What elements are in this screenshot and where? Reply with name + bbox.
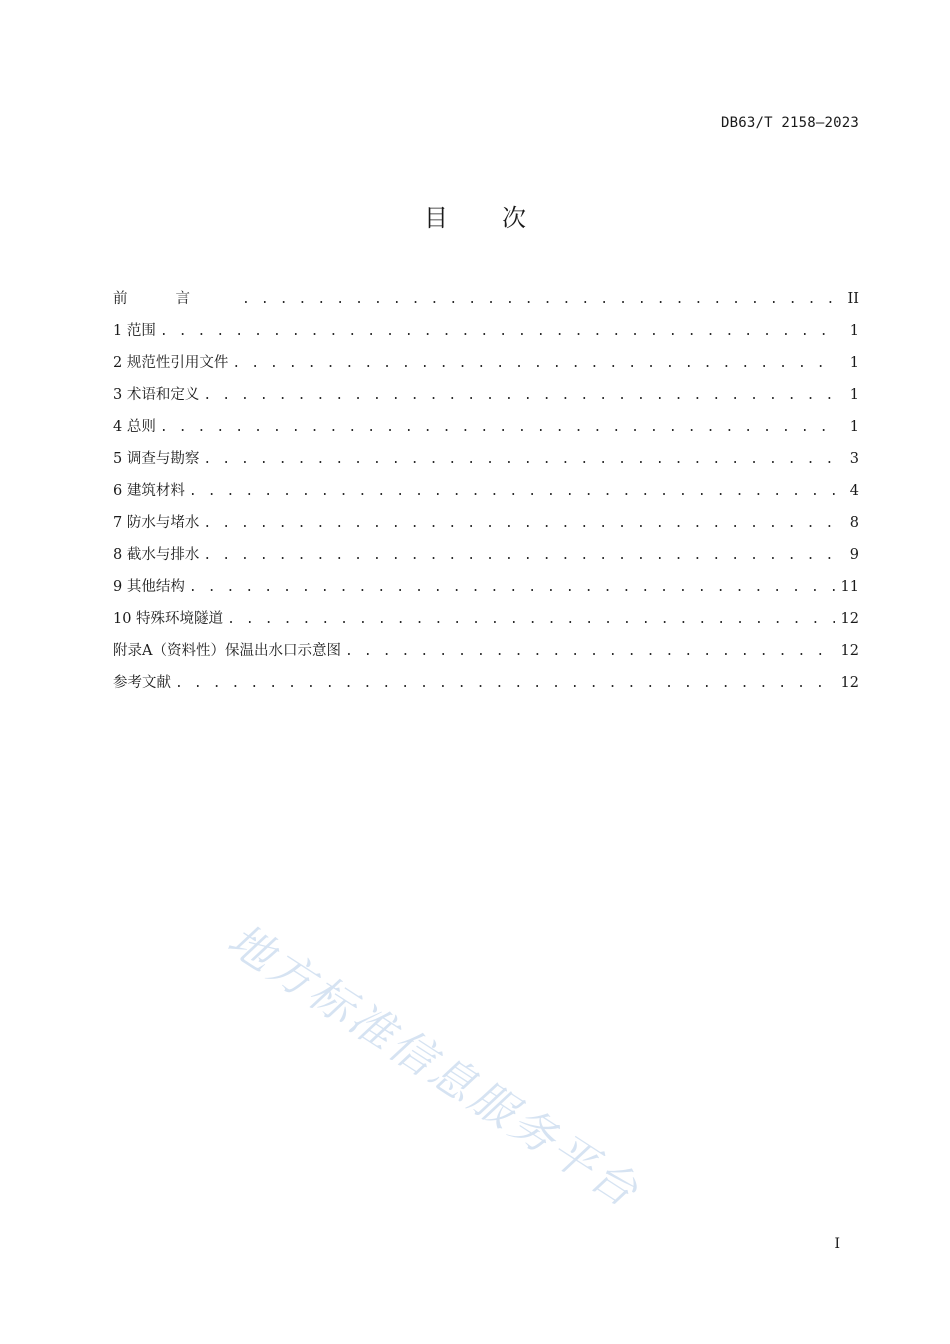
toc-leader-dots — [175, 670, 835, 698]
toc-leader-dots — [345, 638, 835, 666]
toc-entry-waterproofing[interactable] — [113, 509, 859, 541]
toc-entry-scope[interactable] — [113, 317, 859, 349]
toc-entry-drainage[interactable] — [113, 541, 859, 573]
toc-leader-dots — [203, 382, 835, 410]
toc-leader-dots — [203, 510, 835, 538]
table-of-contents — [113, 285, 859, 701]
toc-leader-dots — [203, 542, 835, 570]
toc-entry-foreword[interactable] — [113, 285, 859, 317]
toc-entry-page: 3 — [849, 451, 859, 467]
toc-entry-page: 8 — [849, 515, 859, 531]
toc-entry-special-tunnels[interactable] — [113, 605, 859, 637]
toc-entry-label: 2 规范性引用文件 — [113, 355, 229, 371]
toc-entry-label: 7 防水与堵水 — [113, 515, 200, 531]
toc-entry-other-structures[interactable] — [113, 573, 859, 605]
toc-entry-page: 1 — [849, 387, 859, 403]
document-code: DB63/T 2158—2023 — [720, 115, 859, 131]
toc-entry-label: 9 其他结构 — [113, 579, 185, 595]
toc-entry-page: 9 — [849, 547, 859, 563]
toc-entry-label: 5 调查与勘察 — [113, 451, 200, 467]
toc-entry-normative-references[interactable] — [113, 349, 859, 381]
watermark: 地方标准信息服务平台 — [218, 914, 649, 1219]
toc-entry-page: 4 — [849, 483, 859, 499]
toc-leader-dots — [203, 446, 835, 474]
toc-entry-label: 3 术语和定义 — [113, 387, 200, 403]
toc-entry-page: 1 — [849, 323, 859, 339]
toc-leader-dots — [242, 286, 835, 314]
toc-entry-label: 附录A（资料性）保温出水口示意图 — [113, 643, 341, 659]
toc-entry-page: 12 — [840, 611, 859, 627]
toc-leader-dots — [160, 414, 835, 442]
toc-leader-dots — [160, 318, 835, 346]
toc-entry-label: 4 总则 — [113, 419, 156, 435]
toc-entry-label: 1 范围 — [113, 323, 156, 339]
toc-entry-materials[interactable] — [113, 477, 859, 509]
toc-entry-appendix-a[interactable] — [113, 637, 859, 669]
toc-entry-general[interactable] — [113, 413, 859, 445]
toc-entry-label: 8 截水与排水 — [113, 547, 200, 563]
toc-leader-dots — [227, 606, 834, 634]
toc-entry-label: 10 特殊环境隧道 — [113, 611, 224, 627]
toc-leader-dots — [189, 478, 835, 506]
toc-entry-page: 1 — [849, 419, 859, 435]
toc-entry-page: 11 — [840, 579, 859, 595]
toc-entry-label: 6 建筑材料 — [113, 483, 185, 499]
toc-entry-page: II — [847, 291, 859, 307]
toc-leader-dots — [189, 574, 835, 602]
toc-entry-terms[interactable] — [113, 381, 859, 413]
toc-entry-page: 12 — [840, 643, 859, 659]
toc-entry-label: 前言 — [113, 291, 238, 307]
toc-leader-dots — [232, 350, 835, 378]
toc-entry-page: 1 — [849, 355, 859, 371]
toc-entry-label: 参考文献 — [113, 675, 171, 691]
toc-entry-survey[interactable] — [113, 445, 859, 477]
toc-entry-bibliography[interactable] — [113, 669, 859, 701]
toc-entry-page: 12 — [840, 675, 859, 691]
page-title: 目次 — [424, 204, 580, 232]
page-number: I — [834, 1236, 840, 1252]
